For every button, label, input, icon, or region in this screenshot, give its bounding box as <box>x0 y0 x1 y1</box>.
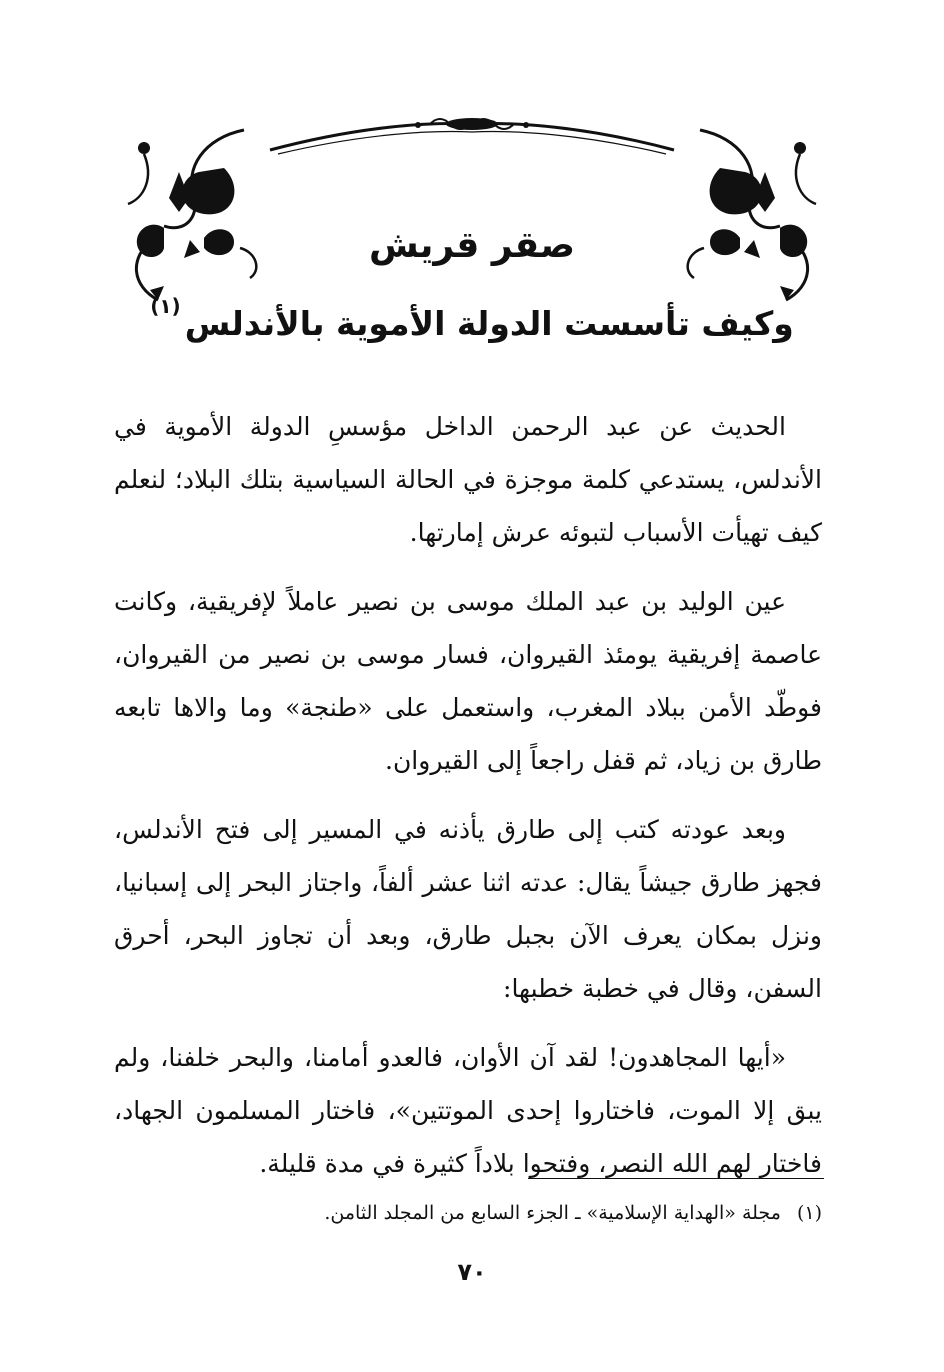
chapter-title <box>120 220 824 350</box>
footnote-divider <box>528 1178 824 1179</box>
footnote <box>114 1196 822 1230</box>
paragraph: «أيها المجاهدون! لقد آن الأوان، فالعدو أمامنا، والبحر خلفنا، ولم يبق إلا الموت، فاختاروا إحدى الموتتين»، فاختار المسلمون الجهاد، فاختار لهم الله النصر، وفتحوا بلاداً كثيرة في مدة قليلة. <box>114 1043 822 1178</box>
page-number: ٧٠ <box>457 1258 487 1286</box>
body-text <box>114 400 822 1206</box>
paragraph: الحديث عن عبد الرحمن الداخل مؤسسِ الدولة الأموية في الأندلس، يستدعي كلمة موجزة في الحالة السياسية بتلك البلاد؛ لنعلم كيف تهيأت الأسباب لتبوئه عرش إمارتها. <box>114 412 822 547</box>
title-line-2 <box>120 280 824 350</box>
title-footnote-marker: (١) <box>150 294 181 318</box>
paragraph: وبعد عودته كتب إلى طارق يأذنه في المسير إلى فتح الأندلس، فجهز طارق جيشاً يقال: عدته اثنا عشر ألفاً، واجتاز البحر إلى إسبانيا، ونزل بمكان يعرف الآن بجبل طارق، وبعد أن تجاوز البحر، أحرق السفن، وقال في خطبة خطبها: <box>114 815 822 1003</box>
footnote-text: مجلة «الهداية الإسلامية» ـ الجزء السابع من المجلد الثامن. <box>324 1202 781 1224</box>
paragraph: عين الوليد بن عبد الملك موسى بن نصير عاملاً لإفريقية، وكانت عاصمة إفريقية يومئذ القيروان، فسار موسى بن نصير من القيروان، فوطّد الأمن ببلاد المغرب، واستعمل على «طنجة» وما والاها تابعه طارق بن زياد، ثم قفل راجعاً إلى القيروان. <box>114 587 822 775</box>
title-line-1: صقر قريش <box>369 225 575 266</box>
title-line-2-text: وكيف تأسست الدولة الأموية بالأندلس <box>184 304 794 343</box>
footnote-marker: (١) <box>796 1202 822 1224</box>
